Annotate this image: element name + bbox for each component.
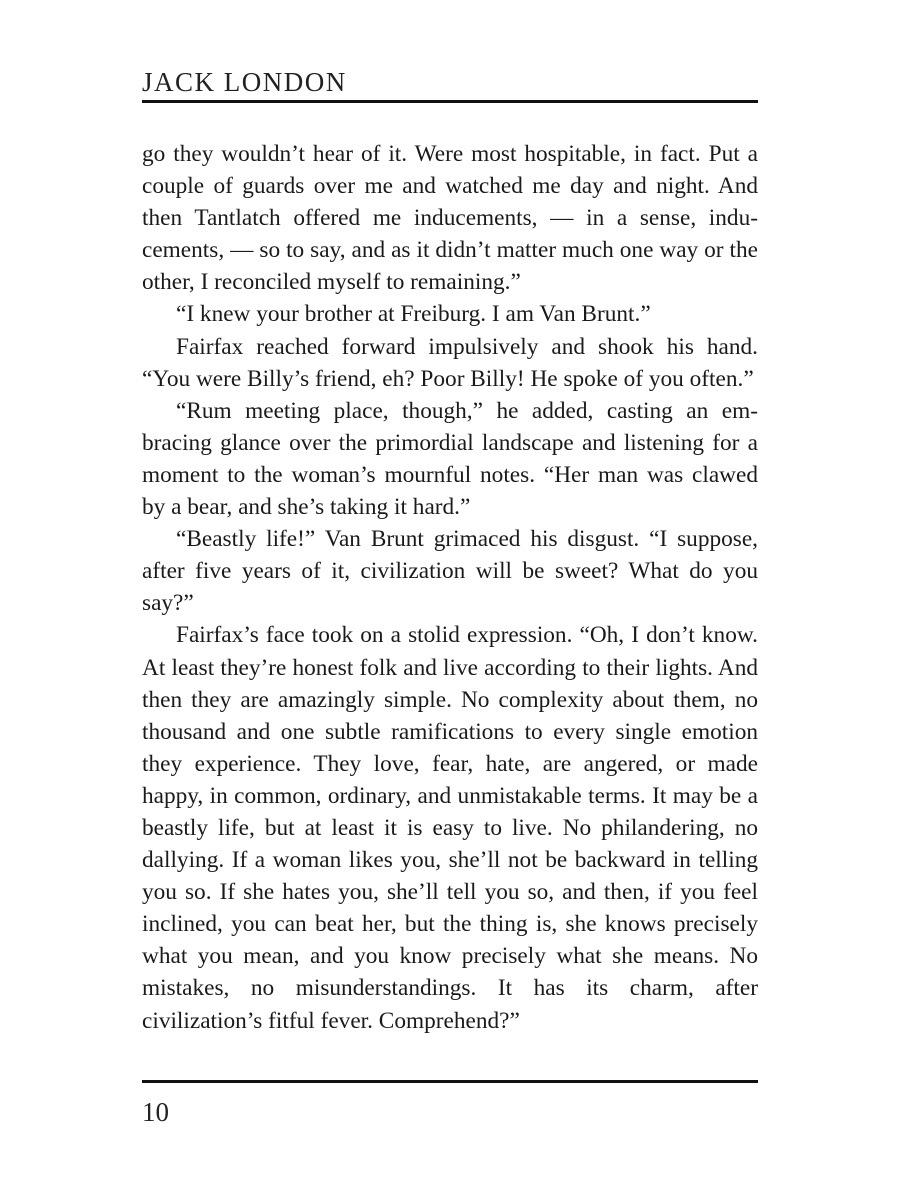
paragraph: “Beastly life!” Van Brunt grimaced his disgust. “I suppose, after five years of it, civilization will be sweet? What do you say?” bbox=[142, 526, 758, 617]
page-number: 10 bbox=[142, 1097, 169, 1127]
footer-rule bbox=[142, 1080, 758, 1083]
running-head: JACK LONDON bbox=[142, 67, 347, 97]
paragraph: Fairfax’s face took on a stolid expression. “Oh, I don’t know. At least they’re honest folk and live according to their lights. And then they are amazingly simple. No complexity about them, no thousand and one subtle ramifications to every single emotion they experience. They love, fear, hate, are angered, or made happy, in common, ordinary, and unmistakable terms. It may be a beastly life, but at least it is easy to live. No philandering, no dallying. If a woman likes you, she’ll not be backward in telling you so. If she hates you, she’ll tell you so, and then, if you feel inclined, you can beat her, but the thing is, she knows precisely what you mean, and you know precisely what she means. No mistakes, no misunderstandings. It has its charm, after civilization’s fitful fever. Comprehend?” bbox=[142, 622, 758, 1034]
paragraph: “Rum meeting place, though,” he added, casting an embracing glance over the primordial landscape and listening for a moment to the woman’s mournful notes. “Her man was clawed by a bear, and she’s taking it hard.” bbox=[142, 397, 758, 521]
header-rule bbox=[142, 100, 758, 103]
body-text bbox=[142, 138, 758, 1037]
paragraph: go they wouldn’t hear of it. Were most hospitable, in fact. Put a couple of guards over me and watched me day and night. And then Tantlatch offered me inducements, — in a sense, inducements, — so to say, and as it didn’t matter much one way or the other, I reconciled myself to remaining.” bbox=[142, 141, 758, 296]
paragraph: “I knew your brother at Freiburg. I am Van Brunt.” bbox=[176, 301, 651, 328]
paragraph: Fairfax reached forward impulsively and shook his hand. “You were Billy’s friend, eh? Poor Billy! He spoke of you often.” bbox=[142, 333, 758, 392]
